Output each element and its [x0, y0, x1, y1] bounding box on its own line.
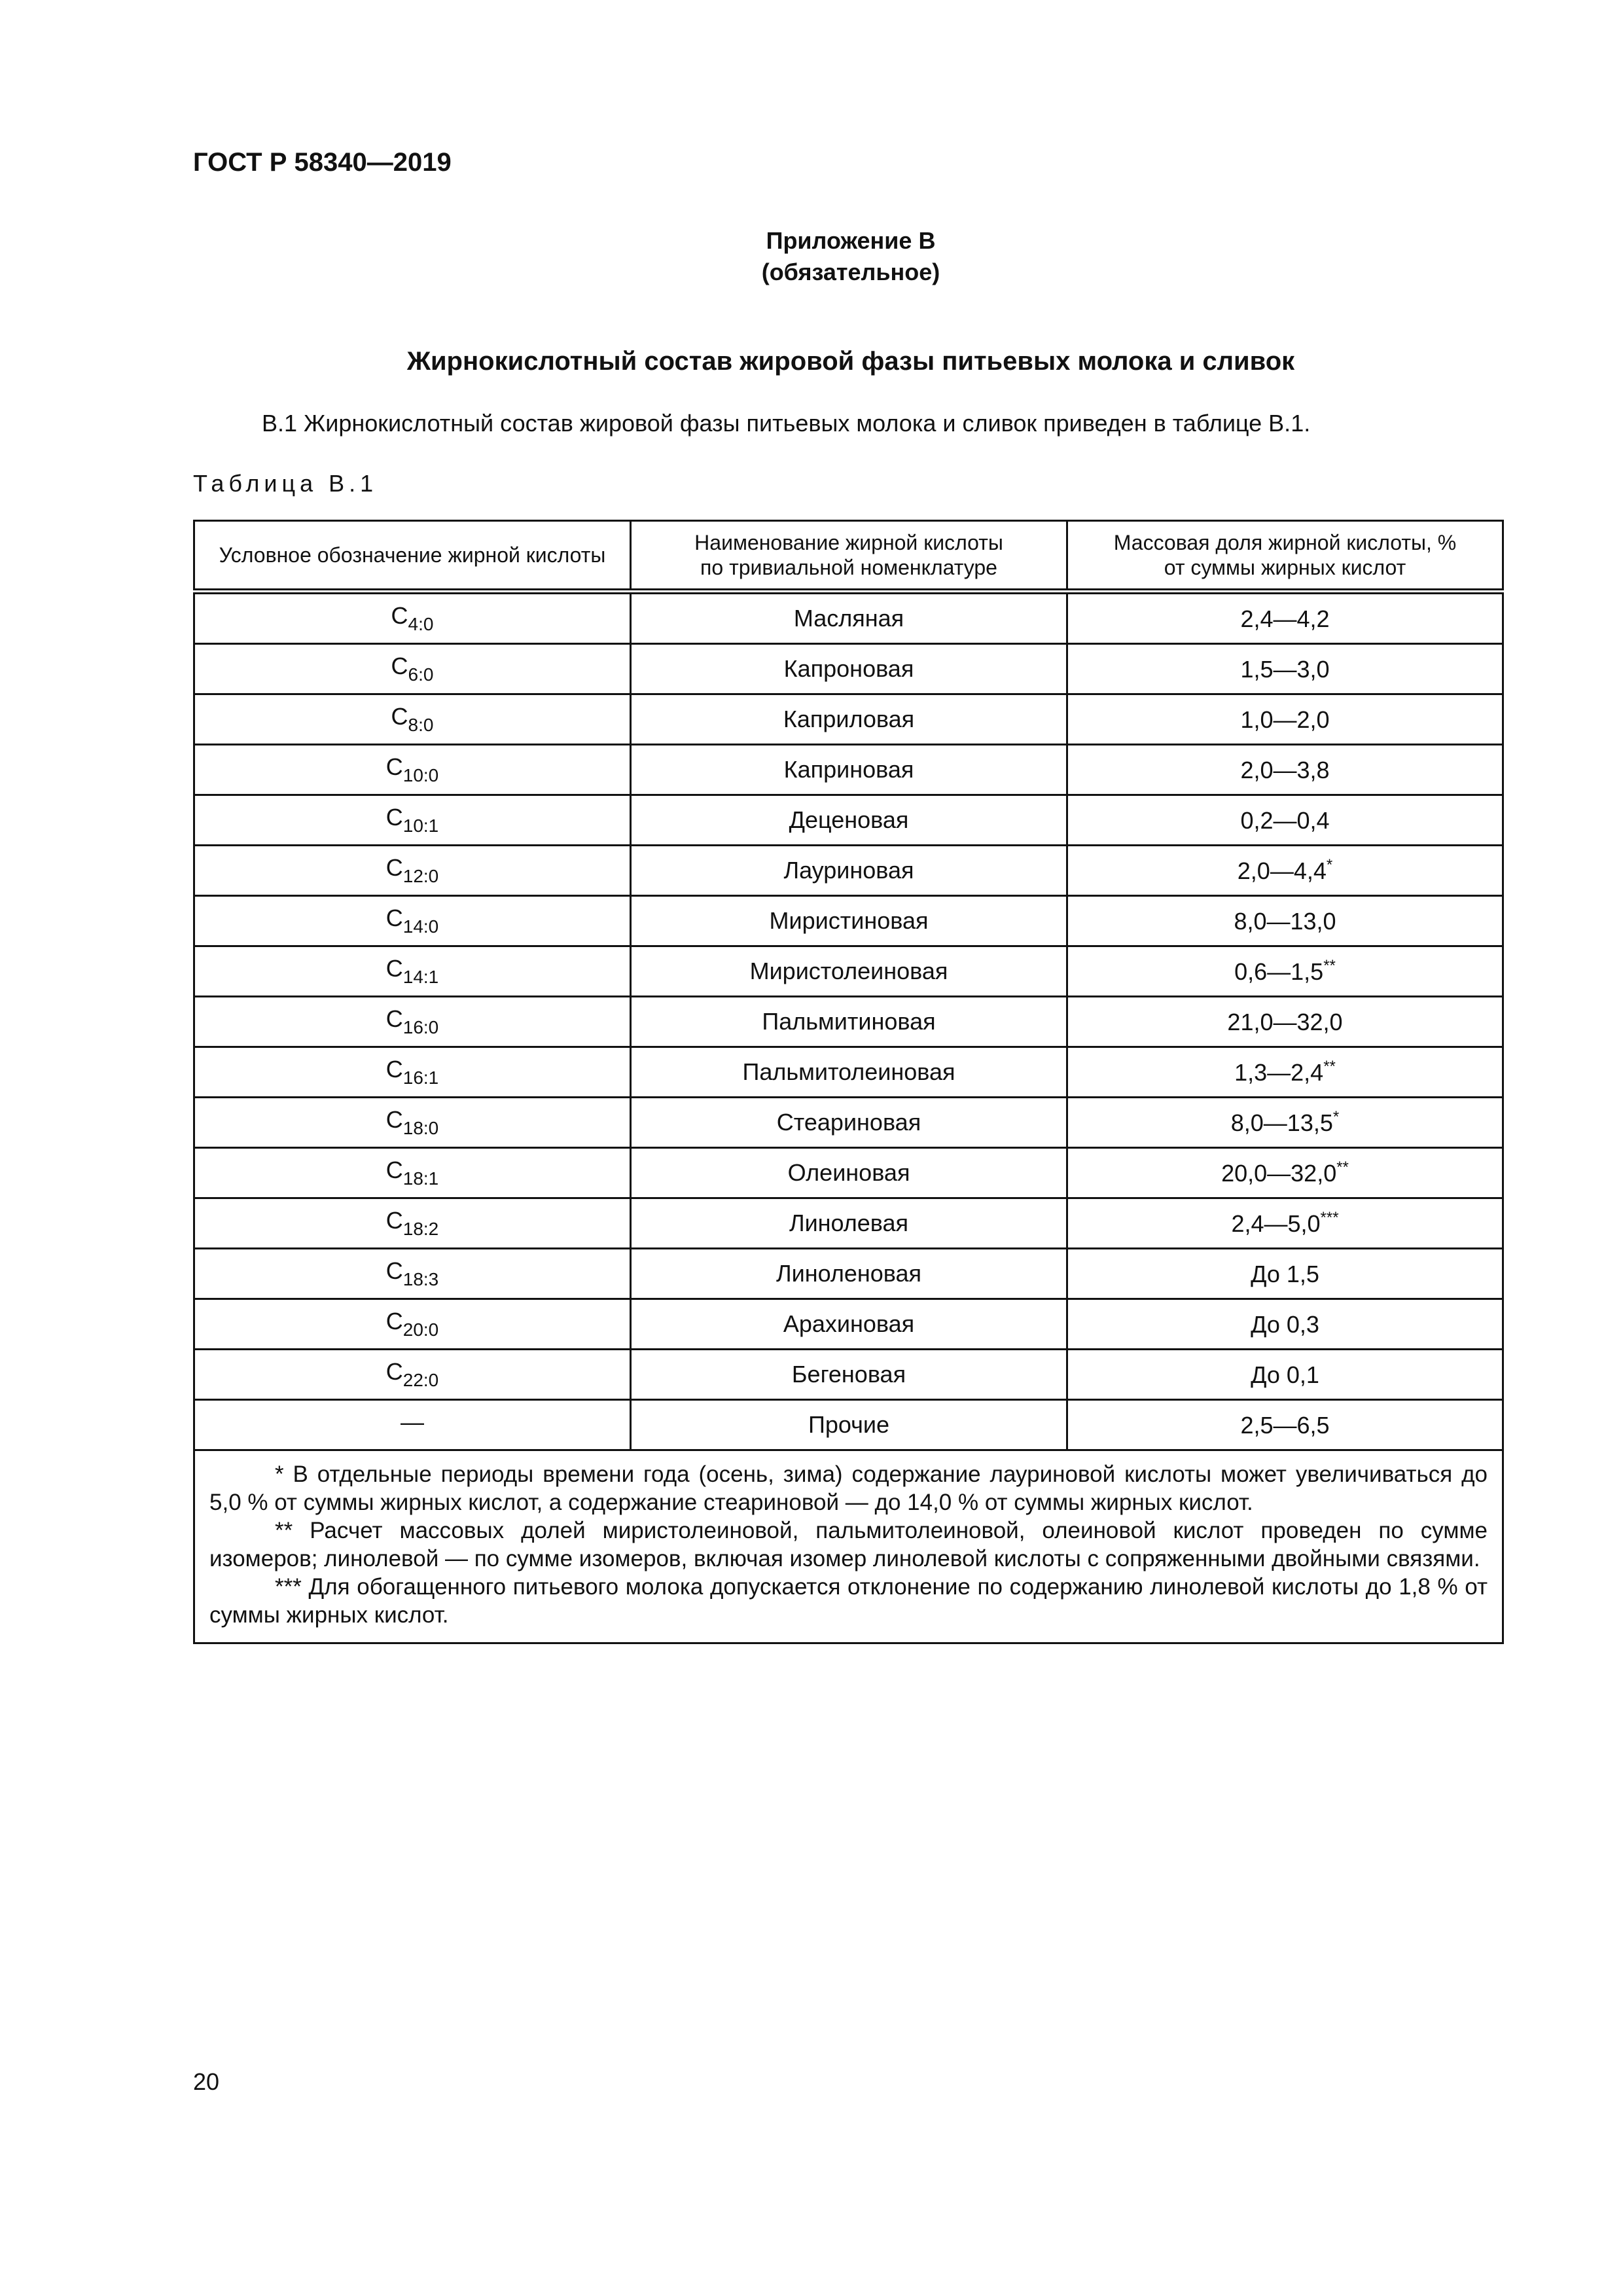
symbol-letter: C — [391, 653, 408, 679]
acid-name: Прочие — [631, 1400, 1067, 1450]
acid-mass-fraction — [1067, 1350, 1503, 1400]
mass-value: До 0,1 — [1251, 1361, 1319, 1388]
acid-name: Лауриновая — [631, 846, 1067, 896]
mass-value: 21,0—32,0 — [1227, 1009, 1343, 1035]
symbol-subscript: 10:0 — [402, 765, 439, 785]
acid-mass-fraction — [1067, 1299, 1503, 1350]
symbol-letter: C — [385, 753, 403, 780]
mass-value: 2,0—4,4 — [1237, 857, 1327, 884]
mass-value: 8,0—13,5 — [1230, 1109, 1333, 1136]
appendix-status: (обязательное) — [761, 259, 940, 285]
symbol-subscript: 8:0 — [408, 715, 434, 735]
footnote-mark: * — [1332, 1108, 1340, 1126]
table-row — [194, 1249, 1503, 1299]
acid-symbol — [194, 1098, 631, 1148]
symbol-letter: C — [385, 955, 403, 982]
acid-symbol — [194, 896, 631, 946]
footnote-mark: ** — [1336, 1158, 1349, 1176]
acid-symbol — [194, 946, 631, 997]
table-row — [194, 997, 1503, 1047]
footnote-mark: ** — [1323, 957, 1336, 975]
symbol-subscript: 22:0 — [402, 1370, 439, 1390]
acid-name: Миристиновая — [631, 896, 1067, 946]
acid-name: Масляная — [631, 592, 1067, 644]
acid-mass-fraction — [1067, 946, 1503, 997]
symbol-letter: C — [385, 905, 403, 931]
acid-symbol — [194, 997, 631, 1047]
mass-value: 1,5—3,0 — [1240, 656, 1330, 683]
symbol-letter: C — [385, 1207, 403, 1234]
page-number: 20 — [193, 2068, 220, 2095]
header-mass-line2: от суммы жирных кислот — [1164, 556, 1406, 579]
acid-mass-fraction — [1067, 997, 1503, 1047]
mass-value: 2,4—4,2 — [1240, 605, 1330, 632]
footnote-mark: *** — [1320, 1209, 1339, 1227]
acid-mass-fraction — [1067, 1198, 1503, 1249]
symbol-letter: C — [385, 1358, 403, 1385]
acid-name: Олеиновая — [631, 1148, 1067, 1198]
symbol-subscript: 6:0 — [408, 664, 434, 685]
table-row — [194, 1148, 1503, 1198]
mass-value: 0,6—1,5 — [1234, 958, 1324, 985]
table-row — [194, 592, 1503, 644]
acid-name: Пальмитолеиновая — [631, 1047, 1067, 1098]
symbol-letter: C — [385, 854, 403, 881]
acid-symbol — [194, 644, 631, 694]
symbol-subscript: 18:1 — [402, 1168, 439, 1189]
acid-symbol — [194, 1198, 631, 1249]
table-row — [194, 1299, 1503, 1350]
footnote-2: ** Расчет массовых долей миристолеиновой, пальмитолеиновой, олеиновой кислот проведен по сумме изомеров; линолевой — по сумме изомеров, включая изомер линолевой кислоты с сопряженными двойными связями. — [209, 1518, 1488, 1571]
acid-mass-fraction — [1067, 592, 1503, 644]
acid-symbol — [194, 1047, 631, 1098]
table-notes-row — [194, 1450, 1503, 1643]
acid-symbol — [194, 1350, 631, 1400]
acid-name: Бегеновая — [631, 1350, 1067, 1400]
fatty-acid-table — [193, 520, 1504, 1644]
symbol-subscript: 14:0 — [402, 916, 439, 937]
table-row — [194, 1098, 1503, 1148]
symbol-letter: C — [391, 602, 408, 629]
footnote-1: * В отдельные периоды времени года (осень, зима) содержание лауриновой кислоты может увеличиваться до 5,0 % от суммы жирных кислот, а содержание стеариновой — до 14,0 % от суммы жирных кислот. — [209, 1462, 1488, 1515]
acid-mass-fraction — [1067, 846, 1503, 896]
document-code: ГОСТ Р 58340—2019 — [193, 148, 452, 177]
symbol-letter: C — [385, 1005, 403, 1032]
footnote-mark: * — [1326, 856, 1333, 874]
header-symbol — [194, 521, 631, 592]
acid-name: Линолевая — [631, 1198, 1067, 1249]
acid-symbol — [194, 846, 631, 896]
acid-name: Миристолеиновая — [631, 946, 1067, 997]
mass-value: 2,4—5,0 — [1231, 1210, 1321, 1237]
header-symbol-label: Условное обозначение жирной кислоты — [219, 543, 606, 567]
header-name-line2: по тривиальной номенклатуре — [700, 556, 997, 579]
mass-value: 8,0—13,0 — [1234, 908, 1336, 935]
header-mass-fraction — [1067, 521, 1503, 592]
acid-mass-fraction — [1067, 694, 1503, 745]
acid-mass-fraction — [1067, 745, 1503, 795]
table-row — [194, 896, 1503, 946]
symbol-subscript: 10:1 — [402, 816, 439, 836]
section-title: Жирнокислотный состав жировой фазы питьевых молока и сливок — [406, 347, 1295, 376]
intro-paragraph: В.1 Жирнокислотный состав жировой фазы питьевых молока и сливок приведен в таблице В.1. — [262, 410, 1311, 437]
table-row — [194, 846, 1503, 896]
table-notes — [194, 1450, 1503, 1643]
acid-symbol — [194, 1400, 631, 1450]
symbol-subscript: 18:0 — [402, 1118, 439, 1138]
acid-mass-fraction — [1067, 795, 1503, 846]
symbol-letter: C — [385, 804, 403, 831]
acid-name: Стеариновая — [631, 1098, 1067, 1148]
symbol-subscript: 20:0 — [402, 1319, 439, 1340]
symbol-subscript: 18:2 — [402, 1219, 439, 1239]
acid-symbol — [194, 694, 631, 745]
symbol-subscript: 16:0 — [402, 1017, 439, 1037]
acid-mass-fraction — [1067, 1249, 1503, 1299]
table-row — [194, 694, 1503, 745]
table-header-row — [194, 521, 1503, 592]
symbol-letter: — — [401, 1408, 424, 1435]
acid-mass-fraction — [1067, 1047, 1503, 1098]
symbol-letter: C — [391, 703, 408, 730]
footnote-mark: ** — [1323, 1058, 1336, 1075]
mass-value: 2,5—6,5 — [1240, 1412, 1330, 1439]
symbol-letter: C — [385, 1056, 403, 1083]
acid-name: Линоленовая — [631, 1249, 1067, 1299]
mass-value: 0,2—0,4 — [1240, 807, 1330, 834]
mass-value: 1,3—2,4 — [1234, 1059, 1324, 1086]
header-name-line1: Наименование жирной кислоты — [694, 531, 1003, 554]
table-row — [194, 1400, 1503, 1450]
acid-name: Капроновая — [631, 644, 1067, 694]
table-caption: Таблица В.1 — [193, 470, 378, 497]
symbol-subscript: 14:1 — [402, 967, 439, 987]
table-row — [194, 1350, 1503, 1400]
mass-value: До 1,5 — [1251, 1261, 1319, 1287]
mass-value: 2,0—3,8 — [1240, 757, 1330, 783]
acid-symbol — [194, 1148, 631, 1198]
symbol-subscript: 12:0 — [402, 866, 439, 886]
table-row — [194, 795, 1503, 846]
header-mass-line1: Массовая доля жирной кислоты, % — [1113, 531, 1457, 554]
symbol-subscript: 16:1 — [402, 1067, 439, 1088]
table-row — [194, 1047, 1503, 1098]
symbol-subscript: 18:3 — [402, 1269, 439, 1289]
symbol-letter: C — [385, 1157, 403, 1183]
acid-symbol — [194, 592, 631, 644]
table-row — [194, 1198, 1503, 1249]
acid-mass-fraction — [1067, 1400, 1503, 1450]
table-row — [194, 745, 1503, 795]
mass-value: До 0,3 — [1251, 1311, 1319, 1338]
mass-value: 1,0—2,0 — [1240, 706, 1330, 733]
acid-name: Каприновая — [631, 745, 1067, 795]
acid-symbol — [194, 795, 631, 846]
acid-name: Пальмитиновая — [631, 997, 1067, 1047]
mass-value: 20,0—32,0 — [1221, 1160, 1337, 1187]
acid-mass-fraction — [1067, 1148, 1503, 1198]
acid-symbol — [194, 745, 631, 795]
table-row — [194, 946, 1503, 997]
acid-symbol — [194, 1249, 631, 1299]
acid-name: Каприловая — [631, 694, 1067, 745]
symbol-letter: C — [385, 1106, 403, 1133]
acid-name: Деценовая — [631, 795, 1067, 846]
symbol-subscript: 4:0 — [408, 614, 434, 634]
header-name — [631, 521, 1067, 592]
symbol-letter: C — [385, 1257, 403, 1284]
acid-mass-fraction — [1067, 896, 1503, 946]
footnote-3: *** Для обогащенного питьевого молока допускается отклонение по содержанию линолевой кислоты до 1,8 % от суммы жирных кислот. — [209, 1574, 1488, 1628]
acid-symbol — [194, 1299, 631, 1350]
symbol-letter: C — [385, 1308, 403, 1335]
appendix-title: Приложение В — [766, 227, 936, 254]
acid-mass-fraction — [1067, 1098, 1503, 1148]
table-row — [194, 644, 1503, 694]
acid-name: Арахиновая — [631, 1299, 1067, 1350]
acid-mass-fraction — [1067, 644, 1503, 694]
